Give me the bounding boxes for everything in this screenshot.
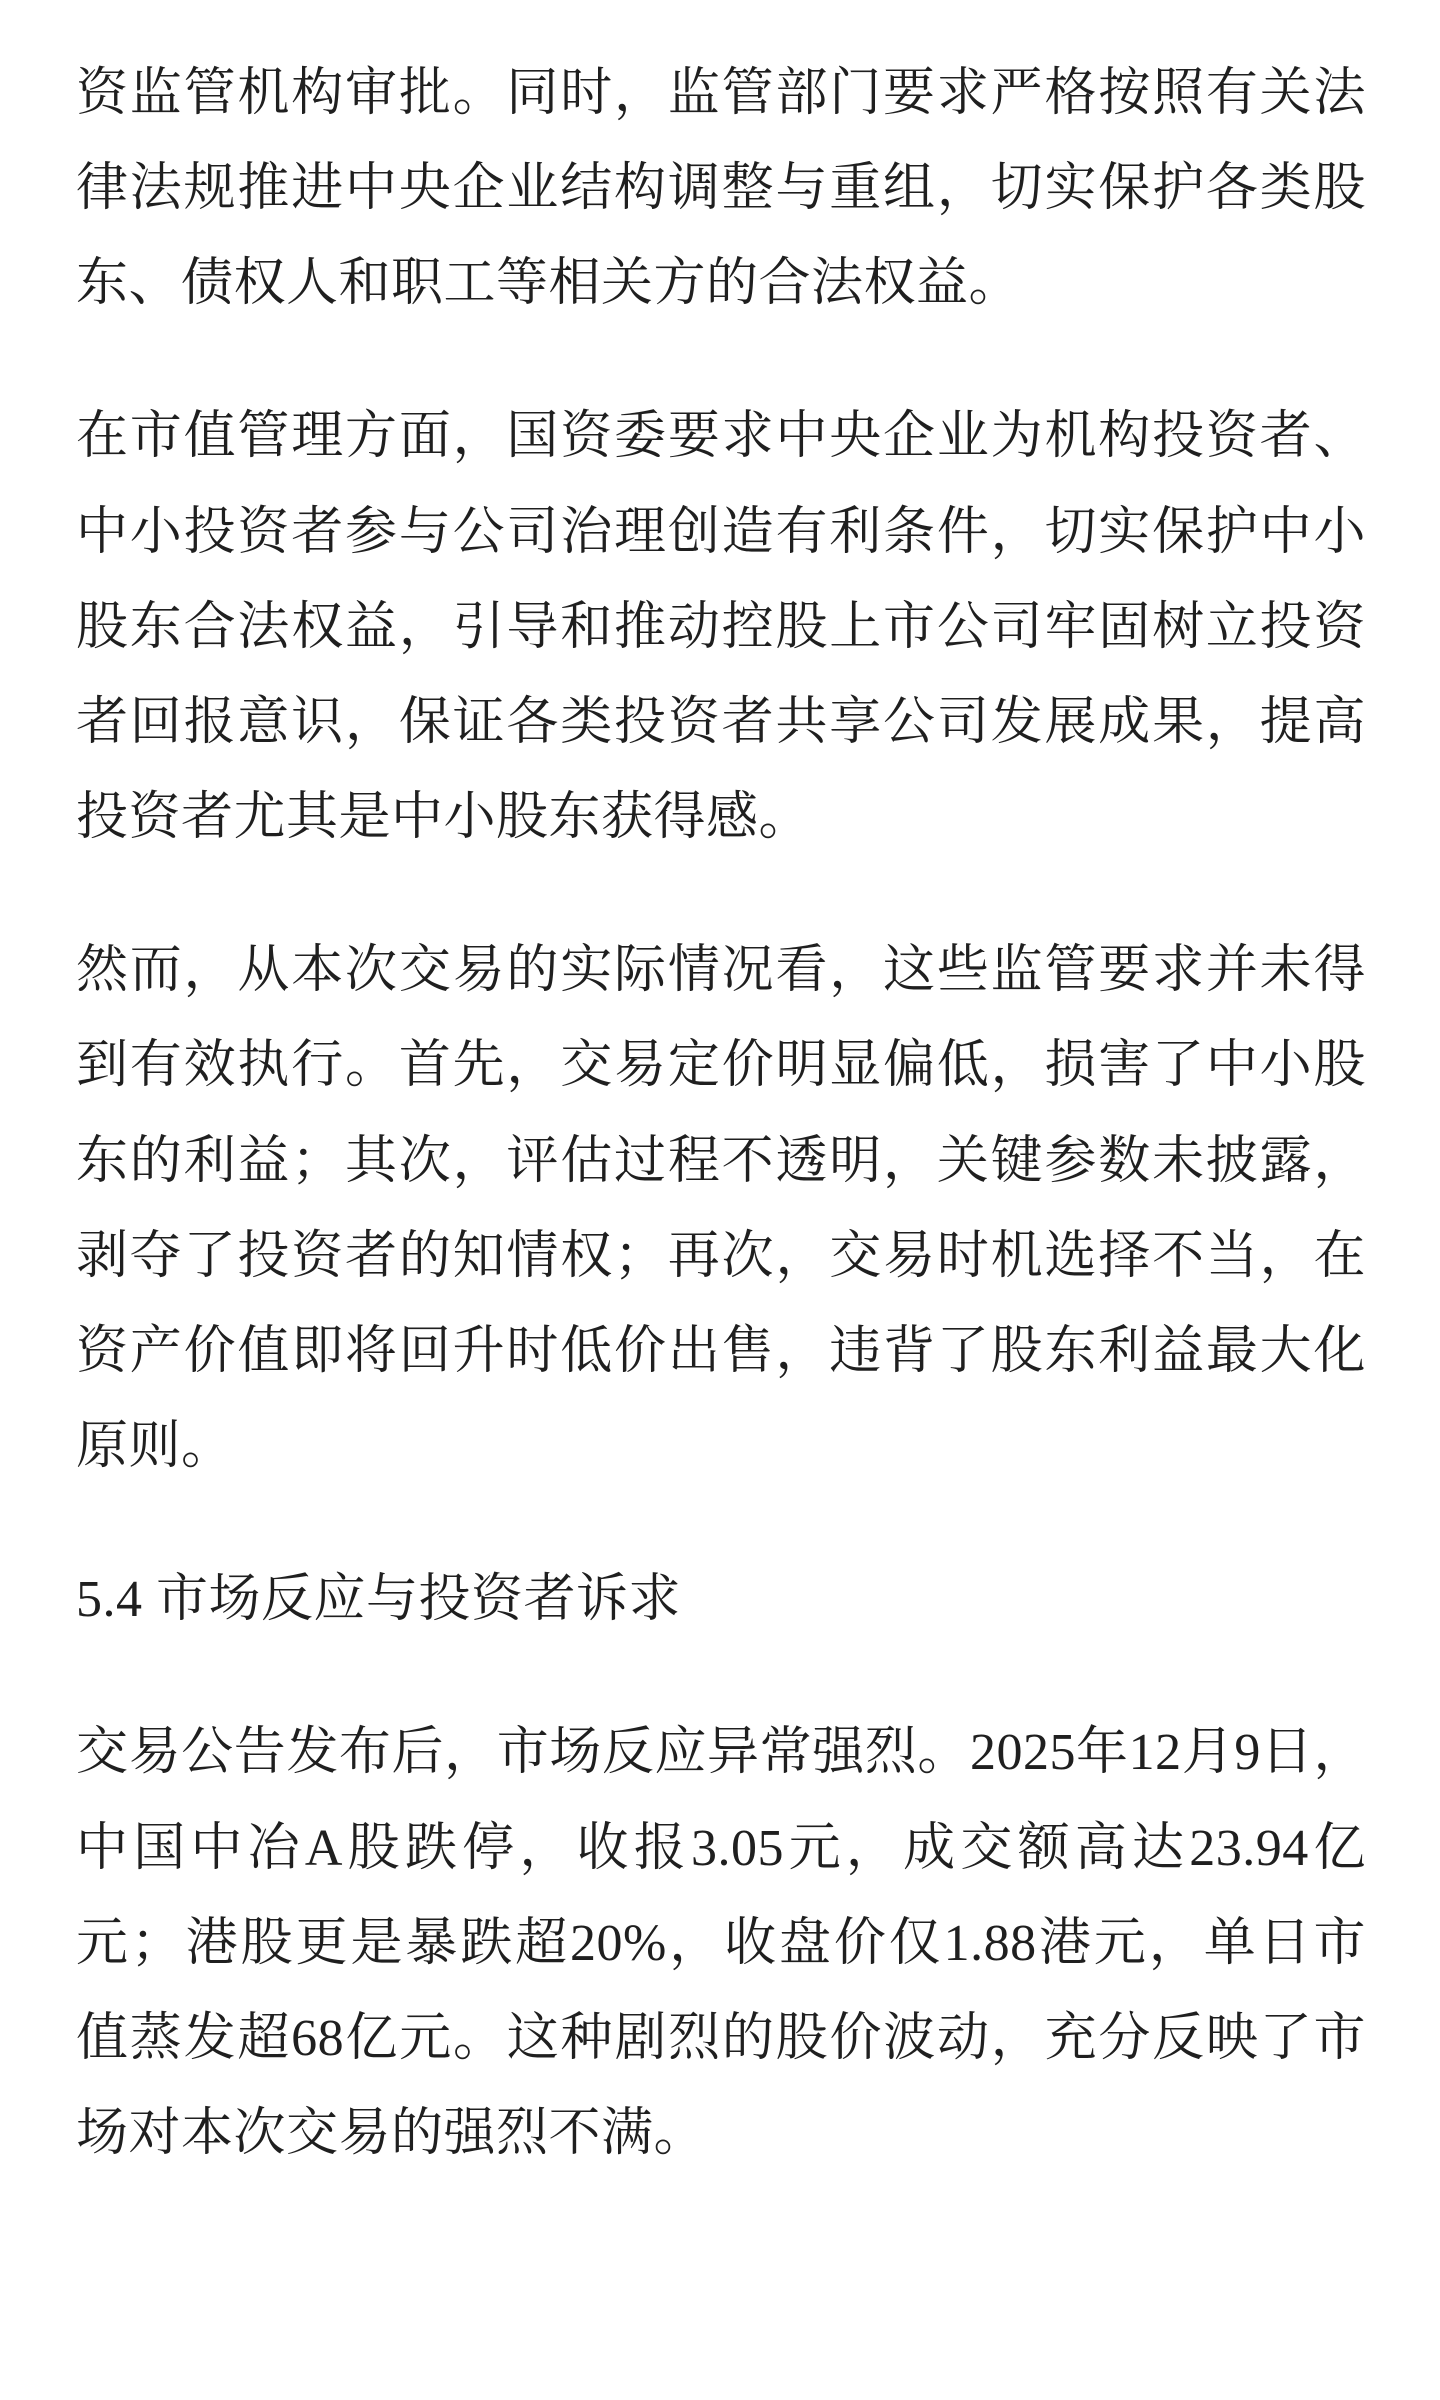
paragraph-market-value-management: 在市值管理方面，国资委要求中央企业为机构投资者、中小投资者参与公司治理创造有利条件，切实保护中小股东合法权益，引导和推动控股上市公司牢固树立投资者回报意识，保证各类投资者共享公司发展成果，提高投资者尤其是中小股东获得感。 [76, 408, 1366, 847]
section-heading-5-4: 5.4 市场反应与投资者诉求 [76, 1571, 682, 1629]
paragraph-execution-problems: 然而，从本次交易的实际情况看，这些监管要求并未得到有效执行。首先，交易定价明显偏低，损害了中小股东的利益；其次，评估过程不透明，关键参数未披露，剥夺了投资者的知情权；再次，交易时机选择不当，在资产价值即将回升时低价出售，违背了股东利益最大化原则。 [76, 942, 1366, 1476]
paragraph-regulatory-approval: 资监管机构审批。同时，监管部门要求严格按照有关法律法规推进中央企业结构调整与重组，切实保护各类股东、债权人和职工等相关方的合法权益。 [76, 65, 1366, 313]
paragraph-market-reaction: 交易公告发布后，市场反应异常强烈。2025年12月9日，中国中冶A股跌停，收报3.05元，成交额高达23.94亿元；港股更是暴跌超20%，收盘价仅1.88港元，单日市值蒸发超68亿元。这种剧烈的股价波动，充分反映了市场对本次交易的强烈不满。 [76, 1724, 1366, 2162]
